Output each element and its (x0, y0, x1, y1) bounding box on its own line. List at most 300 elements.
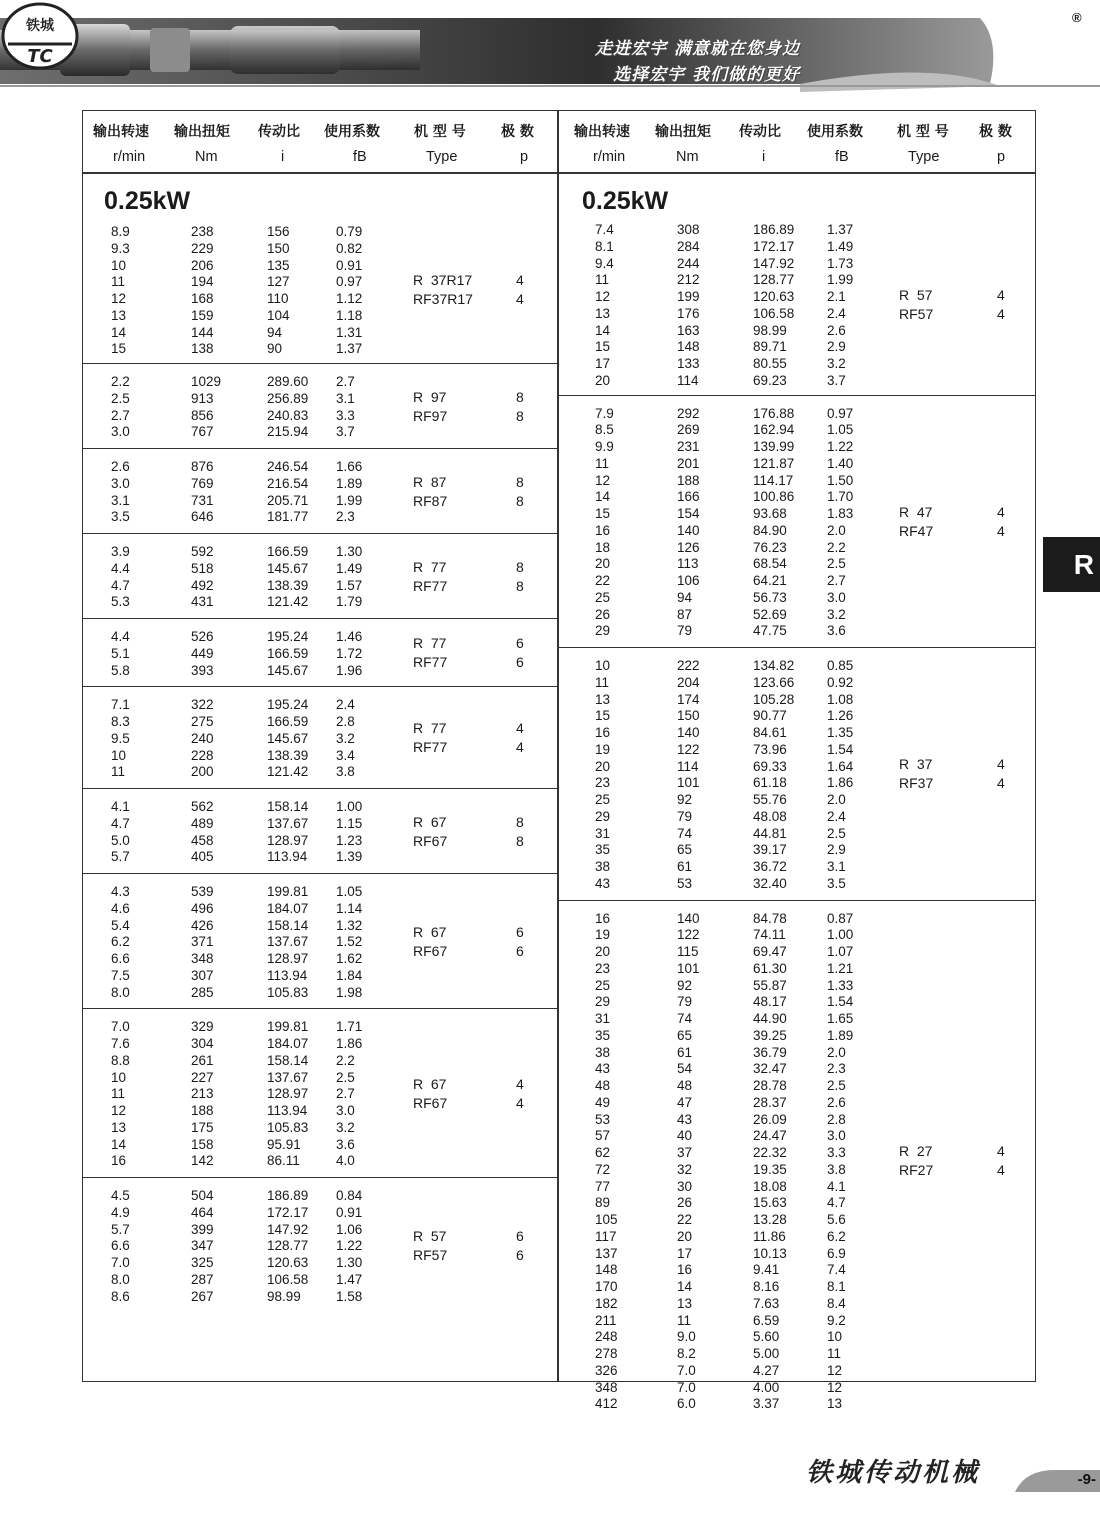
cell-ratio: 8.16 (753, 1279, 780, 1294)
cell-speed: 2.2 (111, 374, 130, 389)
table-row (559, 1178, 1035, 1195)
table-row (559, 1395, 1035, 1412)
col-type-zh: 机 型 号 (897, 124, 949, 140)
table-row (559, 841, 1035, 858)
cell-factor: 0.79 (336, 224, 363, 239)
cell-ratio: 139.99 (753, 439, 795, 454)
cell-speed: 10 (111, 747, 127, 763)
cell-torque: 238 (191, 224, 214, 239)
cell-ratio: 120.63 (753, 289, 795, 304)
table-row (83, 1271, 557, 1288)
table-row (559, 1345, 1035, 1362)
cell-factor: 2.4 (827, 808, 846, 824)
table-group (83, 448, 557, 534)
cell-speed: 89 (595, 1195, 611, 1211)
cell-torque: 204 (677, 674, 700, 690)
cell-factor: 1.73 (827, 255, 854, 271)
cell-torque: 61 (677, 1044, 693, 1060)
cell-factor: 3.5 (827, 875, 846, 891)
cell-speed: 25 (595, 792, 611, 807)
section-tab-r: R (1043, 537, 1100, 592)
cell-torque: 113 (677, 556, 699, 572)
cell-speed: 13 (595, 691, 611, 707)
table-row (83, 628, 557, 645)
col-pole-unit: p (520, 149, 529, 165)
cell-speed: 25 (595, 589, 611, 605)
cell-factor: 1.32 (336, 917, 363, 933)
cell-speed: 7.0 (111, 1019, 130, 1035)
table-row (83, 223, 557, 240)
table-row (83, 240, 557, 257)
cell-torque: 22 (677, 1212, 693, 1227)
cell-ratio: 10.13 (753, 1245, 787, 1261)
cell-factor: 12 (827, 1362, 843, 1378)
cell-torque: 275 (191, 714, 214, 729)
cell-ratio: 120.63 (267, 1255, 309, 1270)
cell-factor: 0.91 (336, 257, 363, 273)
cell-factor: 12 (827, 1379, 843, 1395)
table-row (559, 455, 1035, 472)
cell-speed: 10 (111, 1069, 127, 1085)
cell-speed: 248 (595, 1329, 618, 1345)
logo-text: 铁城 (26, 18, 54, 34)
cell-torque: 43 (677, 1111, 693, 1127)
cell-ratio: 39.17 (753, 842, 787, 858)
cell-ratio: 13.28 (753, 1212, 787, 1227)
cell-type: RF67 (413, 832, 448, 849)
table-row (559, 421, 1035, 438)
cell-pole: 4 (516, 720, 524, 737)
table-row (559, 977, 1035, 994)
left-header (83, 111, 557, 171)
cell-speed: 9.4 (595, 255, 614, 271)
table-row (559, 1060, 1035, 1077)
cell-torque: 292 (677, 405, 700, 421)
cell-ratio: 240.83 (267, 407, 309, 423)
cell-pole: 6 (516, 942, 524, 959)
cell-torque: 79 (677, 808, 693, 824)
cell-factor: 3.7 (827, 372, 846, 388)
cell-ratio: 90.77 (753, 708, 787, 724)
cell-ratio: 5.60 (753, 1329, 780, 1345)
cell-factor: 1.86 (336, 1036, 363, 1051)
cell-factor: 0.87 (827, 910, 854, 926)
cell-speed: 31 (595, 1011, 611, 1026)
cell-speed: 49 (595, 1094, 611, 1110)
cell-speed: 3.9 (111, 544, 130, 559)
cell-ratio: 56.73 (753, 589, 787, 605)
cell-ratio: 162.94 (753, 422, 795, 438)
table-row (559, 1261, 1035, 1278)
cell-speed: 12 (595, 289, 611, 304)
col-factor-zh: 使用系数 (807, 124, 863, 140)
cell-ratio: 137.67 (267, 934, 309, 950)
cell-speed: 7.4 (595, 222, 614, 237)
table-row (559, 555, 1035, 572)
cell-ratio: 64.21 (753, 573, 787, 588)
cell-pole: 4 (997, 775, 1005, 792)
cell-ratio: 150 (267, 240, 290, 256)
cell-factor: 1.47 (336, 1271, 363, 1287)
cell-ratio: 137.67 (267, 1069, 309, 1085)
cell-factor: 1.15 (336, 815, 363, 831)
cell-type: RF37R17 (413, 291, 473, 307)
table-row (559, 724, 1035, 741)
cell-ratio: 11.86 (753, 1228, 786, 1244)
table-row (83, 1052, 557, 1069)
table-group (83, 618, 557, 687)
table-row (83, 1288, 557, 1305)
table-row (83, 933, 557, 950)
cell-speed: 17 (595, 356, 611, 371)
top-banner (0, 0, 1100, 92)
cell-speed: 11 (111, 1086, 126, 1102)
cell-factor: 2.4 (827, 305, 846, 321)
cell-pole: 4 (997, 756, 1005, 773)
table-group (559, 221, 1035, 396)
cell-factor: 2.7 (336, 374, 355, 389)
cell-factor: 2.0 (827, 1044, 846, 1060)
cell-speed: 8.1 (595, 238, 614, 254)
cell-torque: 13 (677, 1295, 693, 1311)
cell-speed: 35 (595, 842, 611, 858)
table-row (559, 1362, 1035, 1379)
cell-ratio: 76.23 (753, 539, 787, 555)
cell-torque: 426 (191, 917, 214, 933)
cell-speed: 3.0 (111, 475, 130, 491)
cell-ratio: 113.94 (267, 849, 308, 865)
cell-pole: 4 (997, 1142, 1005, 1159)
col-pole-zh: 极 数 (979, 124, 1012, 140)
table-row (559, 589, 1035, 606)
cell-torque: 140 (677, 910, 700, 926)
cell-factor: 3.2 (336, 730, 355, 746)
cell-factor: 3.4 (336, 747, 355, 763)
cell-pole: 8 (516, 832, 524, 849)
cell-ratio: 128.97 (267, 1086, 309, 1102)
col-speed-zh: 输出转速 (574, 124, 630, 140)
cell-torque: 244 (677, 255, 700, 271)
cell-ratio: 158.14 (267, 917, 309, 933)
cell-factor: 4.0 (336, 1153, 355, 1169)
table-row (559, 622, 1035, 639)
cell-torque: 14 (677, 1279, 693, 1294)
cell-torque: 159 (191, 307, 214, 323)
cell-speed: 29 (595, 994, 611, 1010)
cell-factor: 1.65 (827, 1011, 854, 1026)
cell-type: R 27 (899, 1142, 933, 1159)
cell-type: R 47 (899, 503, 933, 520)
cell-speed: 38 (595, 859, 611, 874)
table-row (83, 593, 557, 610)
cell-type: RF27 (899, 1161, 934, 1178)
cell-ratio: 98.99 (753, 322, 787, 338)
cell-torque: 769 (191, 475, 214, 491)
cell-speed: 8.0 (111, 1271, 130, 1287)
table-row (83, 423, 557, 440)
cell-speed: 8.0 (111, 984, 130, 1000)
cell-speed: 3.0 (111, 424, 130, 440)
table-row (559, 355, 1035, 372)
cell-ratio: 137.67 (267, 815, 309, 831)
table-row (559, 674, 1035, 691)
cell-speed: 43 (595, 1061, 611, 1077)
cell-type: R 57 (899, 286, 933, 303)
cell-torque: 405 (191, 849, 214, 865)
table-row (83, 730, 557, 747)
cell-torque: 16 (677, 1262, 693, 1278)
cell-torque: 9.0 (677, 1329, 696, 1345)
cell-speed: 9.9 (595, 439, 614, 454)
cell-type: R 77 (413, 635, 447, 652)
cell-speed: 14 (111, 324, 127, 340)
cell-torque: 48 (677, 1078, 693, 1093)
cell-torque: 231 (677, 439, 700, 454)
cell-type: R 67 (413, 813, 447, 830)
table-row (83, 1136, 557, 1153)
table-group (559, 900, 1035, 1421)
cell-torque: 913 (191, 390, 214, 406)
cell-speed: 5.7 (111, 1221, 130, 1237)
col-speed-unit: r/min (113, 149, 146, 165)
table-row (559, 238, 1035, 255)
cell-speed: 3.5 (111, 509, 130, 525)
cell-factor: 1.08 (827, 691, 854, 707)
cell-ratio: 128.77 (753, 272, 795, 288)
cell-speed: 2.7 (111, 407, 130, 423)
col-speed-zh: 输出转速 (93, 124, 149, 140)
cell-torque: 122 (677, 741, 700, 757)
cell-type: R 37R17 (413, 272, 473, 288)
cell-factor: 1.58 (336, 1288, 363, 1304)
cell-ratio: 69.47 (753, 944, 787, 959)
cell-torque: 74 (677, 1011, 693, 1026)
cell-ratio: 15.63 (753, 1195, 787, 1211)
cell-ratio: 104 (267, 307, 290, 323)
cell-factor: 1.52 (336, 934, 363, 950)
cell-ratio: 9.41 (753, 1262, 780, 1278)
cell-ratio: 205.71 (267, 492, 309, 508)
cell-torque: 526 (191, 629, 214, 644)
table-row (83, 475, 557, 492)
table-row (83, 340, 557, 357)
cell-factor: 3.2 (336, 1119, 355, 1135)
col-speed-unit: r/min (593, 149, 626, 165)
cell-speed: 105 (595, 1212, 618, 1227)
cell-type: R 77 (413, 720, 447, 737)
cell-speed: 15 (595, 339, 611, 355)
cell-ratio: 106.58 (753, 305, 795, 321)
cell-speed: 72 (595, 1161, 611, 1177)
cell-pole: 4 (997, 522, 1005, 539)
col-pole-zh: 极 数 (501, 124, 534, 140)
cell-factor: 4.1 (827, 1178, 846, 1194)
cell-type: RF97 (413, 407, 448, 424)
table-row (559, 858, 1035, 875)
cell-factor: 1.37 (827, 222, 854, 237)
table-row (559, 505, 1035, 522)
cell-factor: 1.30 (336, 544, 363, 559)
col-ratio-unit: i (281, 149, 285, 165)
cell-torque: 166 (677, 489, 700, 505)
table-row (559, 1077, 1035, 1094)
cell-torque: 1029 (191, 374, 222, 389)
cell-torque: 122 (677, 927, 700, 943)
table-row (83, 390, 557, 407)
table-row (83, 713, 557, 730)
cell-pole: 4 (997, 305, 1005, 322)
cell-factor: 0.91 (336, 1204, 363, 1220)
cell-speed: 8.8 (111, 1052, 130, 1068)
cell-ratio: 128.77 (267, 1238, 309, 1254)
cell-torque: 174 (677, 691, 700, 707)
cell-type: R 57 (413, 1227, 447, 1244)
cell-torque: 646 (191, 509, 214, 525)
cell-speed: 7.5 (111, 967, 130, 983)
cell-torque: 285 (191, 984, 214, 1000)
cell-factor: 3.0 (336, 1103, 355, 1118)
cell-factor: 1.71 (336, 1019, 363, 1035)
cell-ratio: 3.37 (753, 1396, 780, 1412)
cell-ratio: 216.54 (267, 475, 309, 491)
cell-type: RF67 (413, 942, 448, 959)
cell-factor: 1.49 (827, 238, 854, 254)
cell-torque: 8.2 (677, 1346, 696, 1361)
cell-torque: 176 (677, 305, 700, 321)
cell-torque: 54 (677, 1061, 693, 1077)
table-row (559, 1194, 1035, 1211)
cell-ratio: 158.14 (267, 1052, 309, 1068)
cell-pole: 4 (516, 291, 524, 307)
table-row (83, 492, 557, 509)
cell-factor: 1.22 (827, 439, 854, 454)
cell-factor: 3.3 (827, 1145, 846, 1160)
table-group (83, 788, 557, 874)
table-group (83, 533, 557, 619)
cell-torque: 287 (191, 1271, 214, 1287)
table-row (83, 662, 557, 679)
cell-ratio: 128.97 (267, 832, 309, 848)
cell-ratio: 113.94 (267, 967, 308, 983)
cell-ratio: 55.87 (753, 977, 787, 993)
cell-pole: 8 (516, 388, 524, 405)
table-row (559, 1211, 1035, 1228)
cell-speed: 15 (595, 708, 611, 724)
table-row (559, 1094, 1035, 1111)
right-power-heading: 0.25kW (582, 187, 669, 215)
cell-factor: 1.35 (827, 725, 854, 740)
table-row (559, 522, 1035, 539)
cell-torque: 458 (191, 832, 214, 848)
cell-type: RF77 (413, 577, 448, 594)
cell-factor: 0.84 (336, 1188, 363, 1203)
table-row (559, 488, 1035, 505)
table-row (559, 288, 1035, 305)
cell-ratio: 55.76 (753, 792, 787, 807)
cell-speed: 14 (595, 489, 611, 505)
cell-ratio: 289.60 (267, 374, 309, 389)
cell-speed: 4.1 (111, 799, 130, 814)
table-row (559, 774, 1035, 791)
cell-factor: 1.54 (827, 994, 854, 1010)
cell-speed: 7.1 (111, 697, 130, 713)
cell-torque: 74 (677, 825, 693, 841)
table-row (559, 910, 1035, 927)
cell-type: RF87 (413, 492, 448, 509)
cell-ratio: 74.11 (753, 927, 786, 943)
cell-ratio: 28.78 (753, 1078, 787, 1093)
table-row (559, 993, 1035, 1010)
cell-ratio: 69.33 (753, 758, 787, 774)
cell-speed: 11 (111, 274, 126, 290)
cell-factor: 2.7 (827, 573, 846, 588)
cell-pole: 8 (516, 577, 524, 594)
cell-speed: 412 (595, 1396, 618, 1412)
cell-factor: 1.23 (336, 832, 363, 848)
cell-speed: 35 (595, 1027, 611, 1043)
cell-factor: 8.4 (827, 1295, 846, 1311)
cell-type: RF57 (899, 305, 934, 322)
cell-speed: 14 (595, 322, 611, 338)
cell-factor: 1.89 (827, 1027, 854, 1043)
table-row (559, 255, 1035, 272)
cell-pole: 8 (516, 558, 524, 575)
cell-factor: 3.6 (336, 1136, 355, 1152)
cell-pole: 4 (516, 1075, 524, 1092)
cell-ratio: 47.75 (753, 623, 787, 639)
cell-speed: 3.1 (111, 492, 130, 508)
cell-factor: 2.6 (827, 1094, 846, 1110)
cell-torque: 489 (191, 815, 214, 831)
cell-speed: 6.6 (111, 1238, 130, 1254)
table-row (83, 1119, 557, 1136)
cell-factor: 1.30 (336, 1255, 363, 1270)
cell-factor: 2.3 (336, 509, 355, 525)
cell-torque: 47 (677, 1094, 693, 1110)
cell-torque: 348 (191, 951, 214, 966)
cell-factor: 1.21 (827, 960, 854, 976)
cell-speed: 11 (595, 272, 610, 288)
table-group (83, 873, 557, 1009)
cell-ratio: 106.58 (267, 1271, 309, 1287)
cell-speed: 7.0 (111, 1255, 130, 1270)
table-row (559, 606, 1035, 623)
cell-factor: 3.3 (336, 407, 355, 423)
cell-speed: 5.4 (111, 917, 130, 933)
cell-speed: 20 (595, 758, 611, 774)
cell-torque: 140 (677, 522, 700, 538)
left-power-heading: 0.25kW (104, 187, 191, 215)
cell-speed: 16 (595, 910, 611, 926)
table-row (83, 1152, 557, 1169)
cell-factor: 1.22 (336, 1238, 363, 1254)
cell-torque: 7.0 (677, 1362, 696, 1378)
cell-factor: 1.99 (827, 272, 854, 288)
cell-ratio: 18.08 (753, 1178, 787, 1194)
cell-speed: 48 (595, 1078, 611, 1093)
cell-ratio: 184.07 (267, 900, 309, 916)
cell-factor: 1.62 (336, 951, 363, 966)
cell-factor: 2.1 (827, 289, 846, 304)
cell-factor: 1.37 (336, 341, 363, 357)
cell-ratio: 4.27 (753, 1362, 780, 1378)
cell-ratio: 105.83 (267, 1119, 309, 1135)
cell-speed: 15 (111, 341, 127, 357)
cell-factor: 3.1 (827, 859, 846, 874)
cell-speed: 4.3 (111, 884, 130, 899)
cell-factor: 2.4 (336, 697, 355, 713)
table-row (83, 1018, 557, 1035)
